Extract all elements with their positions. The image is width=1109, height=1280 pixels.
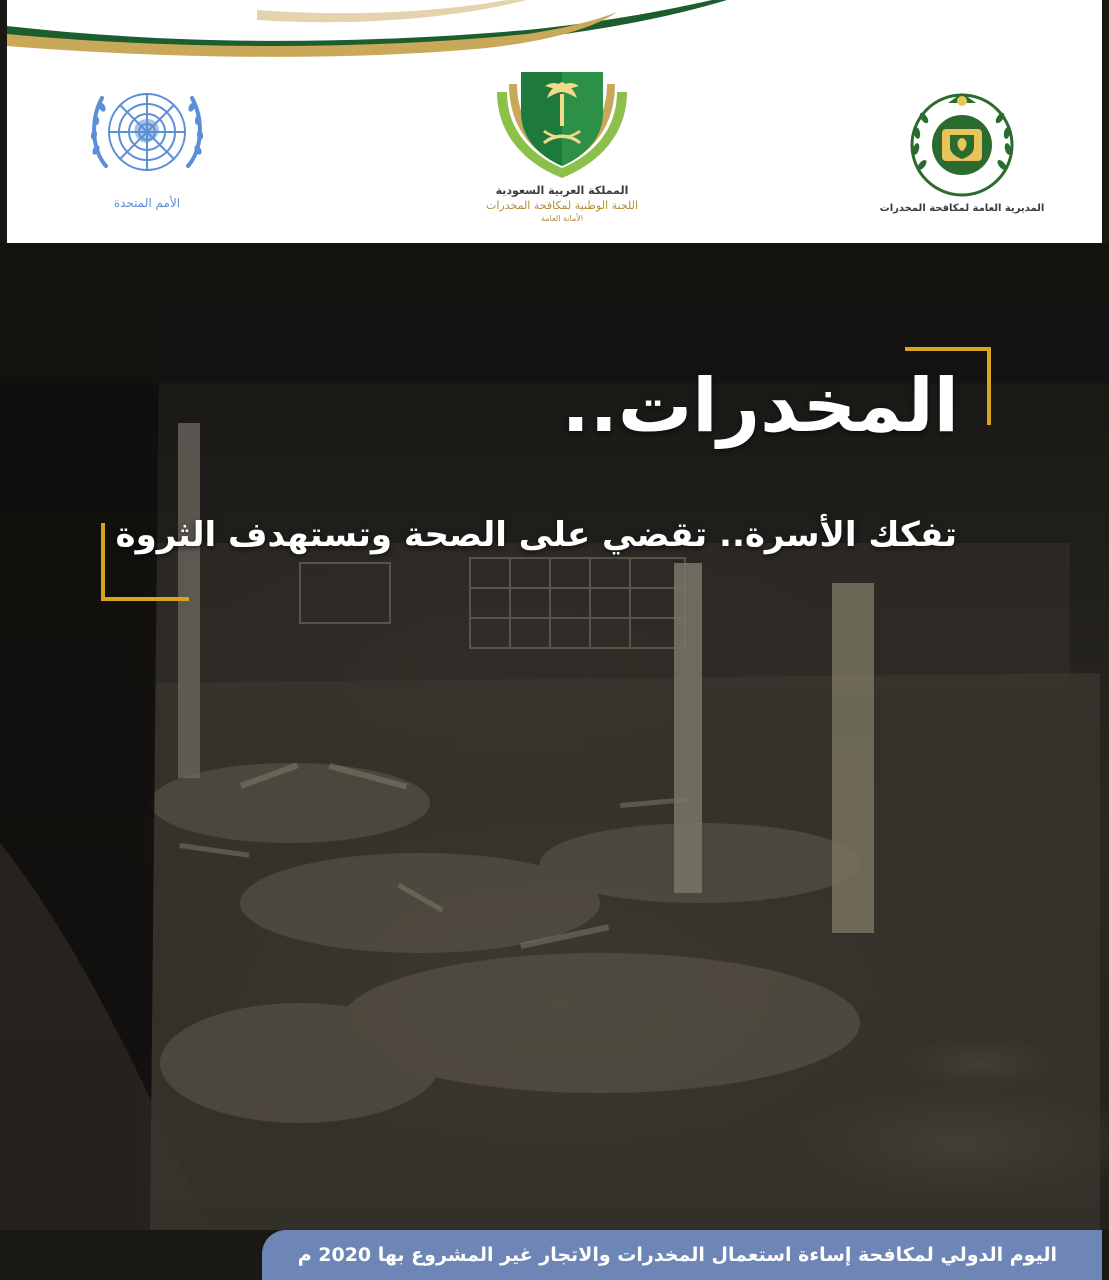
footer-band	[262, 1230, 1102, 1280]
hero-photo	[0, 243, 1109, 1230]
gdnc-logo	[862, 85, 1062, 214]
un-logo	[67, 80, 227, 210]
ncnc-logo	[447, 62, 677, 223]
hero-title: المخدرات..	[561, 363, 959, 449]
gdnc-logo-caption: المديرية العامة لمكافحة المخدرات	[879, 203, 1045, 214]
header-swoosh	[7, 0, 1102, 60]
ncnc-caption-line3: الأمانة العامة	[540, 214, 584, 223]
un-emblem-icon	[82, 80, 212, 190]
ncnc-caption-line1: المملكة العربية السعودية	[495, 184, 629, 197]
ncnc-caption-line2: اللجنة الوطنية لمكافحة المخدرات	[486, 199, 638, 212]
hero-subtitle: تفكك الأسرة.. تقضي على الصحة وتستهدف الثروة	[115, 515, 957, 555]
gdnc-round-emblem-icon	[902, 85, 1022, 197]
header	[7, 0, 1102, 243]
saudi-shield-emblem-icon	[487, 62, 637, 180]
un-logo-caption: الأمم المتحدة	[113, 196, 181, 210]
footer-text: اليوم الدولي لمكافحة إساءة استعمال المخدرات والاتجار غير المشروع بها 2020 م	[297, 1244, 1057, 1266]
